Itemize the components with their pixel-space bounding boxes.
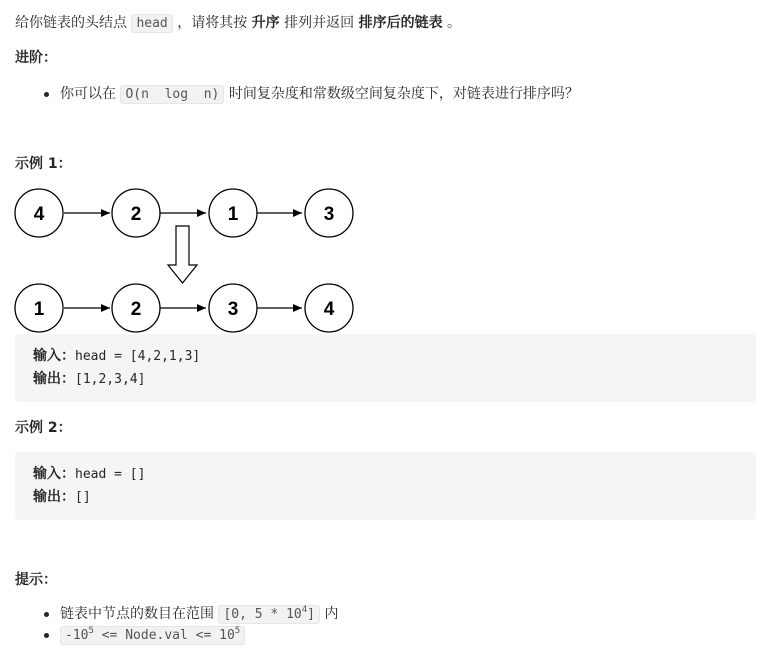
hint2-code: [60, 626, 245, 645]
node-value: 1: [227, 204, 239, 225]
hint-item: [60, 625, 245, 646]
hint2-sup-a: 5: [88, 626, 94, 636]
input-label: 输入：: [33, 466, 75, 482]
statement-prefix: 给你链表的头结点: [15, 15, 127, 31]
sort-arrow-icon: [168, 226, 197, 283]
output-value: [1,2,3,4]: [75, 372, 146, 387]
bullet-dot: [44, 92, 49, 97]
hint1-suffix: 内: [324, 606, 339, 622]
hint-item: [60, 604, 338, 625]
node-value: 3: [227, 299, 239, 320]
advanced-text-prefix: 你可以在: [60, 86, 116, 102]
linked-list-diagram: [0, 180, 380, 340]
example1-heading: 示例 1：: [15, 156, 72, 172]
complexity-code: O(n log n): [120, 85, 224, 104]
node-value: 4: [33, 204, 45, 225]
hint1-sup: 4: [301, 605, 308, 615]
statement-suffix: 。: [447, 15, 462, 31]
example2-code-block: [15, 452, 756, 520]
advanced-text-suffix: 时间复杂度和常数级空间复杂度下，对链表进行排序吗？: [228, 86, 579, 102]
statement-mid-2: 排列并返回: [284, 15, 355, 31]
bullet-dot: [44, 612, 49, 617]
hint1-prefix: 链表中节点的数目在范围: [60, 606, 214, 622]
input-value: head = []: [75, 467, 146, 482]
node-value: 1: [33, 299, 45, 320]
hint2-a: -10: [65, 628, 89, 643]
bullet-dot: [44, 633, 49, 638]
statement-bold-ascending: 升序: [251, 15, 280, 31]
after-row: [15, 284, 353, 332]
hints-heading: 提示：: [15, 572, 57, 588]
node-value: 3: [323, 204, 335, 225]
statement-mid: ，请将其按: [177, 15, 248, 31]
hint2-sup-b: 5: [234, 626, 241, 636]
hint2-b: <= Node.val <= 10: [93, 628, 235, 643]
output-label: 输出：: [33, 371, 75, 387]
node-value: 2: [130, 299, 142, 320]
hint1-code: [0, 5 * 10: [223, 607, 302, 622]
hint1-code-end: ]: [307, 607, 315, 622]
advanced-heading: 进阶：: [15, 50, 57, 66]
example2-heading: 示例 2：: [15, 420, 72, 436]
node-value: 4: [323, 299, 335, 320]
output-value: []: [75, 490, 91, 505]
statement-bold-sorted-list: 排序后的链表: [358, 15, 443, 31]
input-label: 输入：: [33, 348, 75, 364]
advanced-item: [60, 84, 579, 105]
output-label: 输出：: [33, 489, 75, 505]
hint1-range-code: [218, 605, 320, 624]
node-value: 2: [130, 204, 142, 225]
example1-code-block: [15, 334, 756, 402]
input-value: head = [4,2,1,3]: [75, 349, 201, 364]
head-code: head: [131, 14, 172, 33]
problem-statement: [15, 13, 461, 34]
